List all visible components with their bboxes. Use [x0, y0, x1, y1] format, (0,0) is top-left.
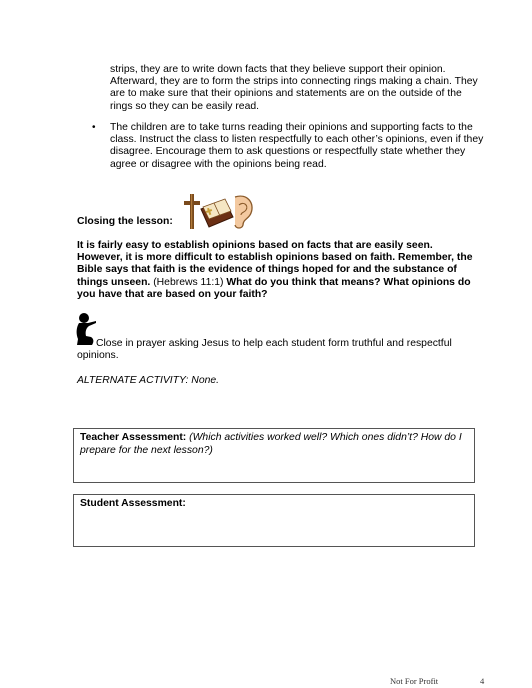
student-assessment-box[interactable]	[73, 494, 475, 547]
intro-line: are to make sure that their opinions and statements are on the outside of the	[110, 88, 462, 100]
bullet-line: class. Instruct the class to listen respectfully to each other’s opinions, even if they	[110, 134, 484, 146]
closing-line: you have that are based on your faith?	[77, 288, 268, 300]
intro-line: rings so they can be easily read.	[110, 100, 260, 112]
teacher-assessment-box[interactable]	[73, 428, 475, 483]
intro-line: Afterward, they are to form the strips into connecting rings making a chain. They	[110, 76, 478, 88]
bullet-line: agree or disagree with the opinions being read.	[110, 158, 327, 170]
bullet-paragraph	[110, 122, 483, 171]
prayer-line-1: Close in prayer asking Jesus to help each student form truthful and respectful	[96, 338, 452, 349]
closing-line: Bible says that faith is the evidence of things hoped for and the substance of	[77, 264, 457, 276]
intro-line: strips, they are to write down facts that they believe support their opinion.	[110, 64, 446, 75]
alternate-activity: ALTERNATE ACTIVITY: None.	[77, 375, 220, 386]
scripture-reference: (Hebrews 11:1)	[150, 276, 227, 288]
student-assessment-label: Student Assessment:	[80, 498, 186, 509]
closing-line: It is fairly easy to establish opinions based on facts that are easily seen.	[77, 240, 433, 251]
prayer-line-2: opinions.	[77, 350, 119, 361]
closing-line-bold: things unseen.	[77, 276, 151, 288]
footer-text: Not For Profit	[390, 676, 439, 686]
closing-line	[77, 277, 473, 289]
ear-icon	[181, 191, 256, 231]
page-number: 4	[480, 676, 485, 686]
bullet-line: The children are to take turns reading their opinions and supporting facts to the	[110, 122, 473, 133]
closing-clipart	[181, 191, 256, 231]
bullet-marker: •	[92, 122, 96, 133]
closing-line: However, it is more difficult to establish opinions based on faith. Remember, the	[77, 252, 473, 264]
closing-question: What do you think that means? What opinions do	[226, 276, 471, 288]
teacher-assessment-prompt: (Which activities worked well? Which ones didn’t? How do I	[189, 432, 462, 443]
teacher-assessment-line-1	[80, 432, 468, 445]
intro-paragraph	[110, 64, 478, 113]
bullet-line: disagree. Encourage them to ask questions or respectfully state whether they	[110, 146, 466, 158]
closing-paragraph	[77, 240, 473, 301]
closing-heading: Closing the lesson:	[77, 216, 173, 227]
teacher-assessment-prompt-line-2: prepare for the next lesson?)	[80, 444, 213, 456]
teacher-assessment-label: Teacher Assessment:	[80, 432, 187, 443]
